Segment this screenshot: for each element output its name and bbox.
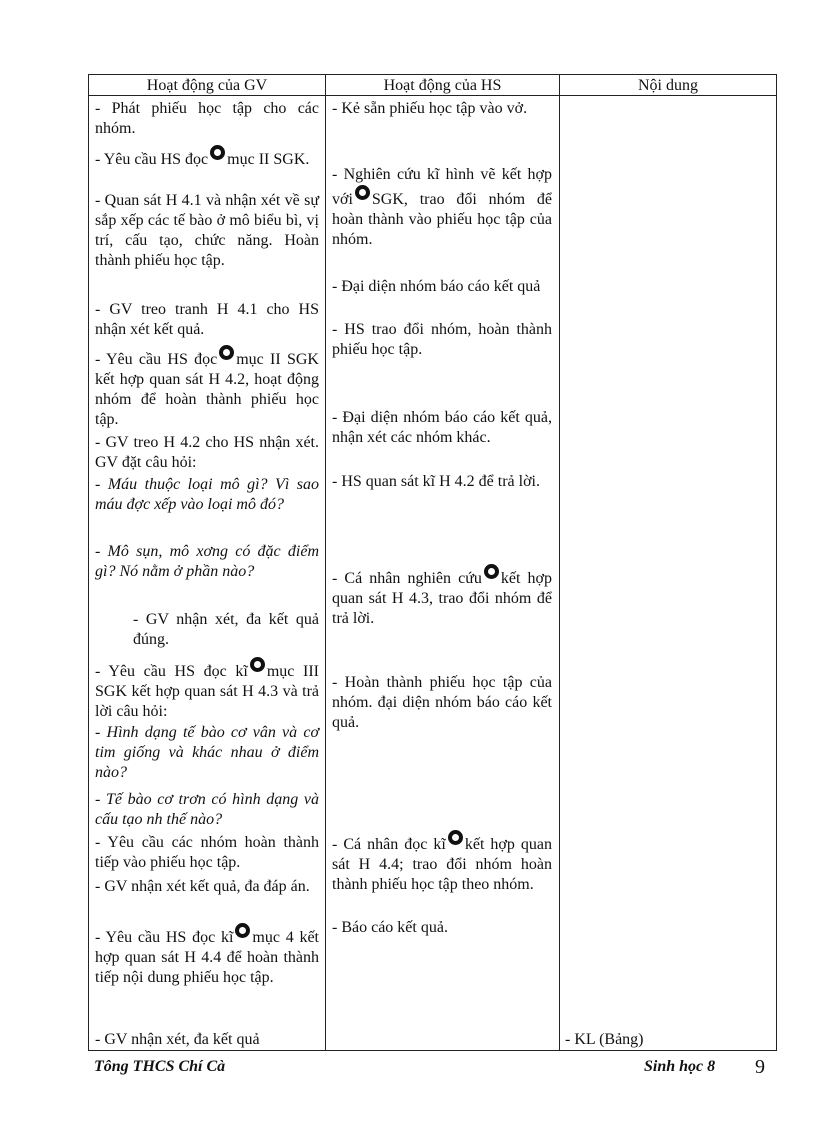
page-number: 9 xyxy=(755,1056,765,1078)
gv-item: - Yêu cầu các nhóm hoàn thành tiếp vào phiếu học tập. xyxy=(95,834,319,871)
bullet-circle-icon xyxy=(210,145,225,160)
header-gv: Hoạt động của GV xyxy=(146,77,268,94)
gv-item: - Yêu cầu HS đọc kĩ mục III SGK kết hợp quan sát H 4.3 và trả lời câu hỏi: xyxy=(95,657,319,722)
gv-item: - GV nhận xét, đa kết quả xyxy=(95,1031,260,1048)
gv-item: - GV treo H 4.2 cho HS nhận xét. GV đặt câu hỏi: xyxy=(95,434,319,471)
header-hs: Hoạt động của HS xyxy=(383,77,502,94)
footer-subject: Sinh học 8 xyxy=(644,1058,716,1075)
footer-school: Tông THCS Chí Cà xyxy=(94,1058,226,1075)
column-divider xyxy=(559,75,560,1050)
gv-question: - Mô sụn, mô xơng có đặc điểm gì? Nó nằm ở phần nào? xyxy=(95,543,319,580)
gv-item: - Yêu cầu HS đọc kĩ mục 4 kết hợp quan sát H 4.4 để hoàn thành tiếp nội dung phiếu học tập. xyxy=(95,923,319,988)
hs-item: - Đại diện nhóm báo cáo kết quả xyxy=(332,278,541,295)
bullet-circle-icon xyxy=(235,923,250,938)
bullet-circle-icon xyxy=(355,185,370,200)
gv-item: - GV nhận xét, đa kết quả đúng. xyxy=(133,611,319,648)
gv-item: - Quan sát H 4.1 và nhận xét về sự sắp xếp các tế bào ở mô biểu bì, vị trí, cấu tạo, chức năng. Hoàn thành phiếu học tập. xyxy=(95,192,319,269)
bullet-circle-icon xyxy=(448,830,463,845)
bullet-circle-icon xyxy=(219,345,234,360)
hs-item: - Cá nhân nghiên cứu kết hợp quan sát H 4.3, trao đổi nhóm để trả lời. xyxy=(332,564,552,629)
gv-item: - Yêu cầu HS đọc mục II SGK kết hợp quan sát H 4.2, hoạt động nhóm để hoàn thành phiếu học tập. xyxy=(95,345,319,430)
hs-item: - Đại diện nhóm báo cáo kết quả, nhận xét các nhóm khác. xyxy=(332,409,552,446)
hs-item: - Báo cáo kết quả. xyxy=(332,919,448,936)
gv-question: - Máu thuộc loại mô gì? Vì sao máu đợc xếp vào loại mô đó? xyxy=(95,476,319,513)
bullet-circle-icon xyxy=(484,564,499,579)
gv-item: - Phát phiếu học tập cho các nhóm. xyxy=(95,100,319,137)
hs-item: - HS quan sát kĩ H 4.2 để trả lời. xyxy=(332,473,540,490)
column-divider xyxy=(325,75,326,1050)
hs-item: - Hoàn thành phiếu học tập của nhóm. đại diện nhóm báo cáo kết quả. xyxy=(332,674,552,731)
hs-item: - Nghiên cứu kĩ hình vẽ kết hợp với SGK, trao đổi nhóm để hoàn thành vào phiếu học tập của nhóm. xyxy=(332,166,552,248)
hs-item: - Kẻ sẵn phiếu học tập vào vở. xyxy=(332,100,528,117)
gv-item: - GV treo tranh H 4.1 cho HS nhận xét kết quả. xyxy=(95,301,319,338)
header-divider xyxy=(89,95,776,96)
gv-question: - Hình dạng tế bào cơ vân và cơ tim giống và khác nhau ở điểm nào? xyxy=(95,724,319,781)
bullet-circle-icon xyxy=(250,657,265,672)
header-noi-dung: Nội dung xyxy=(638,77,698,94)
gv-item: - GV nhận xét kết quả, đa đáp án. xyxy=(95,878,310,895)
hs-item: - HS trao đổi nhóm, hoàn thành phiếu học tập. xyxy=(332,321,552,358)
noi-dung-item: - KL (Bảng) xyxy=(565,1031,644,1048)
hs-item: - Cá nhân đọc kĩ kết hợp quan sát H 4.4; trao đổi nhóm hoàn thành phiếu học tập theo nhóm. xyxy=(332,830,552,895)
gv-question: - Tế bào cơ trơn có hình dạng và cấu tạo nh thế nào? xyxy=(95,791,319,828)
gv-item: - Yêu cầu HS đọc mục II SGK. xyxy=(95,145,319,170)
lesson-table xyxy=(88,74,777,1051)
